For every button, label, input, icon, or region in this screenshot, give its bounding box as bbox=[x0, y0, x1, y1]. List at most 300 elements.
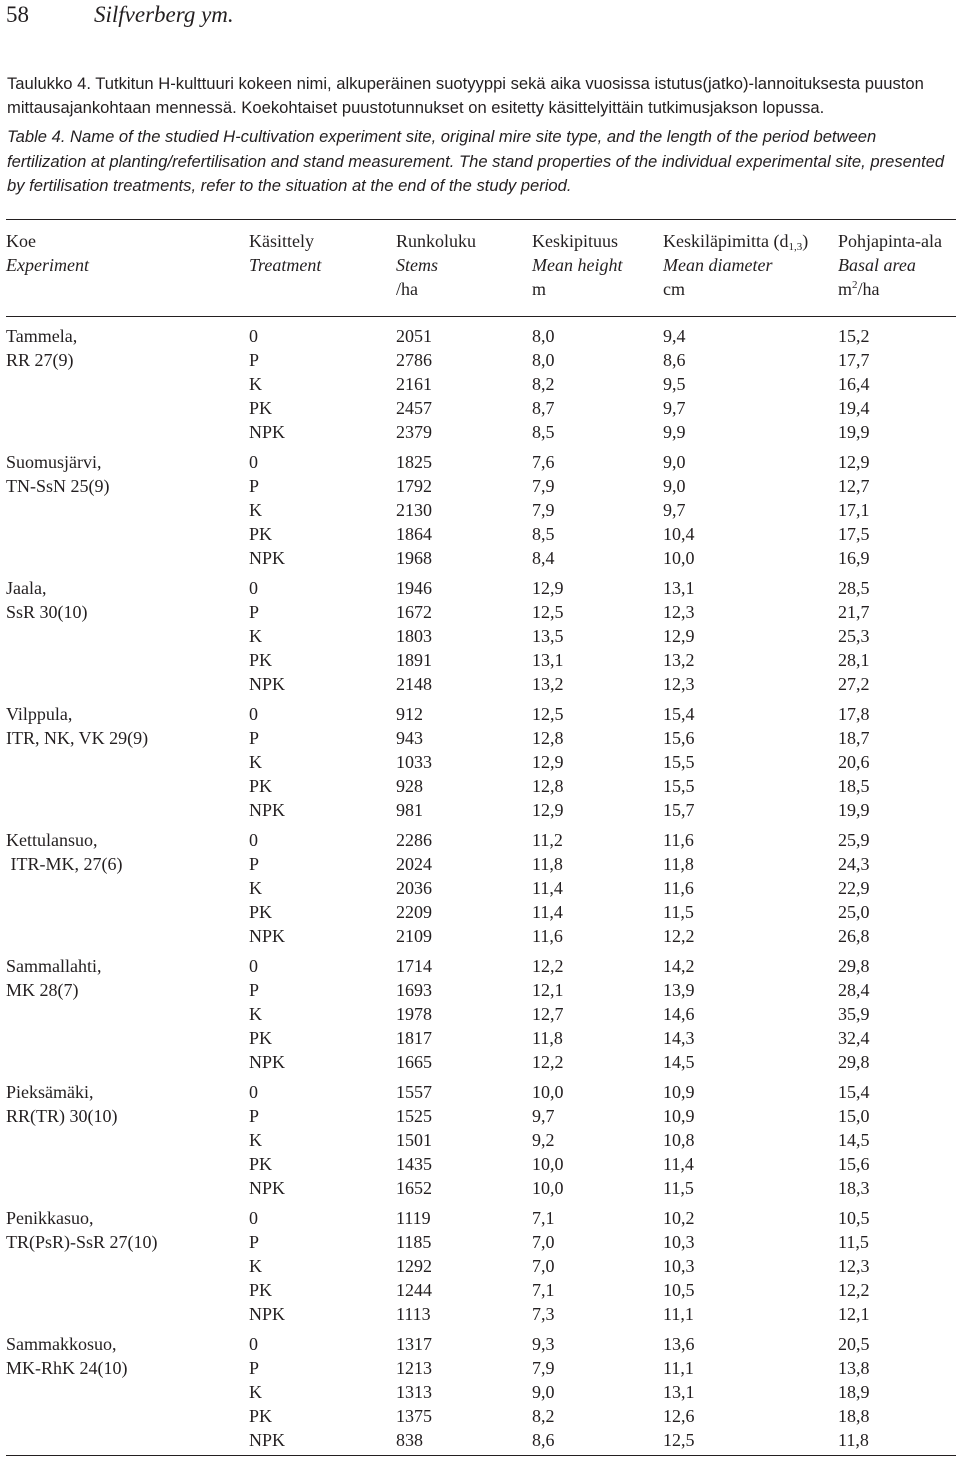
treatment-cell: P bbox=[249, 1106, 260, 1126]
table-row bbox=[0, 702, 960, 726]
table-row bbox=[0, 1176, 960, 1200]
height-cell: 9,7 bbox=[532, 1106, 555, 1126]
table-row bbox=[0, 1332, 960, 1356]
treatment-cell: P bbox=[249, 1232, 260, 1252]
basal-area-cell: 27,2 bbox=[838, 674, 870, 694]
stems-cell: 1313 bbox=[396, 1382, 432, 1402]
experiment-name: Tammela, bbox=[6, 326, 78, 346]
table-row bbox=[0, 1428, 960, 1452]
header-height: Keskipituus Mean height m bbox=[532, 231, 623, 299]
stems-cell: 1946 bbox=[396, 578, 432, 598]
height-cell: 7,0 bbox=[532, 1232, 555, 1252]
treatment-cell: PK bbox=[249, 650, 273, 670]
basal-area-cell: 16,4 bbox=[838, 374, 870, 394]
stems-cell: 1033 bbox=[396, 752, 432, 772]
treatment-cell: 0 bbox=[249, 578, 258, 598]
treatment-cell: P bbox=[249, 980, 260, 1000]
experiment-name: Suomusjärvi, bbox=[6, 452, 102, 472]
height-cell: 12,9 bbox=[532, 578, 564, 598]
treatment-cell: 0 bbox=[249, 830, 258, 850]
basal-area-cell: 15,2 bbox=[838, 326, 870, 346]
treatment-cell: PK bbox=[249, 524, 273, 544]
diameter-cell: 14,6 bbox=[663, 1004, 695, 1024]
diameter-cell: 8,6 bbox=[663, 350, 686, 370]
basal-area-cell: 12,7 bbox=[838, 476, 870, 496]
treatment-cell: P bbox=[249, 728, 260, 748]
treatment-cell: 0 bbox=[249, 956, 258, 976]
table-row bbox=[0, 498, 960, 522]
stems-cell: 912 bbox=[396, 704, 423, 724]
basal-area-cell: 35,9 bbox=[838, 1004, 870, 1024]
stems-cell: 1803 bbox=[396, 626, 432, 646]
height-cell: 12,7 bbox=[532, 1004, 564, 1024]
stems-cell: 928 bbox=[396, 776, 423, 796]
height-cell: 12,9 bbox=[532, 800, 564, 820]
treatment-cell: NPK bbox=[249, 548, 286, 568]
treatment-cell: NPK bbox=[249, 1052, 286, 1072]
stems-cell: 1672 bbox=[396, 602, 432, 622]
diameter-cell: 10,3 bbox=[663, 1256, 695, 1276]
height-cell: 7,9 bbox=[532, 476, 555, 496]
experiment-group bbox=[0, 1206, 960, 1332]
table-row bbox=[0, 672, 960, 696]
treatment-cell: K bbox=[249, 1256, 262, 1276]
basal-area-cell: 28,1 bbox=[838, 650, 870, 670]
stems-cell: 2457 bbox=[396, 398, 432, 418]
diameter-cell: 13,2 bbox=[663, 650, 695, 670]
diameter-cell: 9,5 bbox=[663, 374, 686, 394]
experiment-site-type: SsR 30(10) bbox=[6, 602, 88, 622]
basal-area-cell: 19,9 bbox=[838, 800, 870, 820]
stems-cell: 2051 bbox=[396, 326, 432, 346]
basal-area-cell: 17,8 bbox=[838, 704, 870, 724]
diameter-cell: 10,2 bbox=[663, 1208, 695, 1228]
table-row bbox=[0, 900, 960, 924]
height-cell: 11,4 bbox=[532, 902, 563, 922]
basal-area-cell: 13,8 bbox=[838, 1358, 870, 1378]
diameter-cell: 10,5 bbox=[663, 1280, 695, 1300]
diameter-cell: 11,4 bbox=[663, 1154, 694, 1174]
basal-area-cell: 11,5 bbox=[838, 1232, 869, 1252]
height-cell: 12,8 bbox=[532, 776, 564, 796]
treatment-cell: P bbox=[249, 1358, 260, 1378]
treatment-cell: PK bbox=[249, 776, 273, 796]
treatment-cell: PK bbox=[249, 1154, 273, 1174]
diameter-cell: 12,6 bbox=[663, 1406, 695, 1426]
height-cell: 8,2 bbox=[532, 1406, 555, 1426]
table-header-rule bbox=[6, 316, 956, 317]
header-stems: Runkoluku Stems /ha bbox=[396, 231, 477, 299]
basal-area-cell: 21,7 bbox=[838, 602, 870, 622]
height-cell: 11,6 bbox=[532, 926, 563, 946]
basal-area-cell: 18,7 bbox=[838, 728, 870, 748]
table-row bbox=[0, 1206, 960, 1230]
treatment-cell: NPK bbox=[249, 1304, 286, 1324]
basal-area-cell: 10,5 bbox=[838, 1208, 870, 1228]
treatment-cell: PK bbox=[249, 902, 273, 922]
basal-area-cell: 17,7 bbox=[838, 350, 870, 370]
height-cell: 11,4 bbox=[532, 878, 563, 898]
diameter-cell: 15,4 bbox=[663, 704, 695, 724]
stems-cell: 1244 bbox=[396, 1280, 432, 1300]
stems-cell: 2130 bbox=[396, 500, 432, 520]
height-cell: 9,2 bbox=[532, 1130, 555, 1150]
stems-cell: 2379 bbox=[396, 422, 432, 442]
basal-area-cell: 26,8 bbox=[838, 926, 870, 946]
height-cell: 10,0 bbox=[532, 1178, 564, 1198]
header-basal-area: Pohjapinta-ala Basal area $m^2/ha$ bbox=[838, 231, 942, 299]
height-cell: 7,9 bbox=[532, 500, 555, 520]
stems-cell: 2036 bbox=[396, 878, 432, 898]
diameter-cell: 13,6 bbox=[663, 1334, 695, 1354]
diameter-cell: 9,9 bbox=[663, 422, 686, 442]
stems-cell: 1864 bbox=[396, 524, 432, 544]
basal-area-cell: 25,9 bbox=[838, 830, 870, 850]
table-row bbox=[0, 420, 960, 444]
treatment-cell: NPK bbox=[249, 1430, 286, 1450]
treatment-cell: PK bbox=[249, 398, 273, 418]
height-cell: 12,1 bbox=[532, 980, 564, 1000]
height-cell: 12,8 bbox=[532, 728, 564, 748]
table-row bbox=[0, 1254, 960, 1278]
table-row bbox=[0, 978, 960, 1002]
height-cell: 9,3 bbox=[532, 1334, 555, 1354]
diameter-cell: 10,3 bbox=[663, 1232, 695, 1252]
basal-area-cell: 17,1 bbox=[838, 500, 870, 520]
stems-cell: 1317 bbox=[396, 1334, 432, 1354]
treatment-cell: 0 bbox=[249, 1334, 258, 1354]
table-row bbox=[0, 624, 960, 648]
treatment-cell: K bbox=[249, 878, 262, 898]
page-number: 58 bbox=[6, 2, 29, 27]
table-row bbox=[0, 1380, 960, 1404]
table-row bbox=[0, 1104, 960, 1128]
table-row bbox=[0, 828, 960, 852]
stems-cell: 1665 bbox=[396, 1052, 432, 1072]
stems-cell: 1119 bbox=[396, 1208, 431, 1228]
diameter-cell: 14,5 bbox=[663, 1052, 695, 1072]
basal-area-cell: 24,3 bbox=[838, 854, 870, 874]
diameter-cell: 9,7 bbox=[663, 398, 686, 418]
experiment-group bbox=[0, 828, 960, 954]
diameter-cell: 12,2 bbox=[663, 926, 695, 946]
diameter-cell: 9,0 bbox=[663, 476, 686, 496]
table-row bbox=[0, 1404, 960, 1428]
table-row bbox=[0, 726, 960, 750]
basal-area-cell: 18,5 bbox=[838, 776, 870, 796]
table-row bbox=[0, 576, 960, 600]
diameter-cell: 11,6 bbox=[663, 830, 694, 850]
basal-area-cell: 25,3 bbox=[838, 626, 870, 646]
basal-area-cell: 19,9 bbox=[838, 422, 870, 442]
stems-cell: 2161 bbox=[396, 374, 432, 394]
diameter-cell: 15,7 bbox=[663, 800, 695, 820]
height-cell: 7,3 bbox=[532, 1304, 555, 1324]
stems-cell: 1213 bbox=[396, 1358, 432, 1378]
basal-area-cell: 29,8 bbox=[838, 956, 870, 976]
experiment-name: Vilppula, bbox=[6, 704, 73, 724]
table-row bbox=[0, 396, 960, 420]
diameter-cell: 13,1 bbox=[663, 1382, 695, 1402]
height-cell: 7,1 bbox=[532, 1280, 555, 1300]
diameter-cell: 11,6 bbox=[663, 878, 694, 898]
experiment-name: Kettulansuo, bbox=[6, 830, 98, 850]
height-cell: 9,0 bbox=[532, 1382, 555, 1402]
treatment-cell: K bbox=[249, 1382, 262, 1402]
diameter-cell: 13,1 bbox=[663, 578, 695, 598]
table-row bbox=[0, 1152, 960, 1176]
table-body bbox=[0, 324, 960, 1458]
table-row bbox=[0, 372, 960, 396]
height-cell: 10,0 bbox=[532, 1082, 564, 1102]
diameter-cell: 15,5 bbox=[663, 752, 695, 772]
stems-cell: 1714 bbox=[396, 956, 432, 976]
height-cell: 8,7 bbox=[532, 398, 555, 418]
table-row bbox=[0, 798, 960, 822]
table-row bbox=[0, 1002, 960, 1026]
height-cell: 8,0 bbox=[532, 350, 555, 370]
diameter-cell: 9,0 bbox=[663, 452, 686, 472]
height-cell: 7,0 bbox=[532, 1256, 555, 1276]
table-row bbox=[0, 774, 960, 798]
table-row bbox=[0, 954, 960, 978]
experiment-name: Sammallahti, bbox=[6, 956, 102, 976]
table-row bbox=[0, 450, 960, 474]
stems-cell: 1435 bbox=[396, 1154, 432, 1174]
stems-cell: 943 bbox=[396, 728, 423, 748]
table-row bbox=[0, 1278, 960, 1302]
treatment-cell: NPK bbox=[249, 926, 286, 946]
stems-cell: 2024 bbox=[396, 854, 432, 874]
table-row bbox=[0, 1356, 960, 1380]
experiment-site-type: RR 27(9) bbox=[6, 350, 74, 370]
stems-cell: 1817 bbox=[396, 1028, 432, 1048]
experiment-site-type: MK-RhK 24(10) bbox=[6, 1358, 128, 1378]
table-row bbox=[0, 1128, 960, 1152]
experiment-group bbox=[0, 1080, 960, 1206]
basal-area-cell: 12,3 bbox=[838, 1256, 870, 1276]
experiment-name: Penikkasuo, bbox=[6, 1208, 94, 1228]
stems-cell: 2286 bbox=[396, 830, 432, 850]
diameter-cell: 15,5 bbox=[663, 776, 695, 796]
height-cell: 12,2 bbox=[532, 1052, 564, 1072]
height-cell: 8,6 bbox=[532, 1430, 555, 1450]
stems-cell: 1792 bbox=[396, 476, 432, 496]
stems-cell: 2148 bbox=[396, 674, 432, 694]
diameter-cell: 13,9 bbox=[663, 980, 695, 1000]
treatment-cell: 0 bbox=[249, 1082, 258, 1102]
diameter-cell: 12,9 bbox=[663, 626, 695, 646]
diameter-cell: 11,8 bbox=[663, 854, 694, 874]
diameter-cell: 10,0 bbox=[663, 548, 695, 568]
height-cell: 11,2 bbox=[532, 830, 563, 850]
stems-cell: 981 bbox=[396, 800, 423, 820]
stems-cell: 1525 bbox=[396, 1106, 432, 1126]
height-cell: 10,0 bbox=[532, 1154, 564, 1174]
height-cell: 8,0 bbox=[532, 326, 555, 346]
diameter-cell: 11,1 bbox=[663, 1358, 694, 1378]
height-cell: 12,2 bbox=[532, 956, 564, 976]
basal-area-cell: 14,5 bbox=[838, 1130, 870, 1150]
height-cell: 11,8 bbox=[532, 854, 563, 874]
table-row bbox=[0, 324, 960, 348]
basal-area-cell: 28,4 bbox=[838, 980, 870, 1000]
diameter-cell: 9,4 bbox=[663, 326, 686, 346]
basal-area-cell: 22,9 bbox=[838, 878, 870, 898]
diameter-cell: 11,5 bbox=[663, 1178, 694, 1198]
experiment-site-type: TR(PsR)-SsR 27(10) bbox=[6, 1232, 158, 1252]
table-caption bbox=[7, 72, 957, 198]
height-cell: 12,5 bbox=[532, 602, 564, 622]
treatment-cell: K bbox=[249, 1004, 262, 1024]
treatment-cell: K bbox=[249, 752, 262, 772]
experiment-name: Sammakkosuo, bbox=[6, 1334, 117, 1354]
stems-cell: 1557 bbox=[396, 1082, 432, 1102]
diameter-cell: 14,3 bbox=[663, 1028, 695, 1048]
treatment-cell: PK bbox=[249, 1406, 273, 1426]
table-row bbox=[0, 1230, 960, 1254]
height-cell: 12,5 bbox=[532, 704, 564, 724]
treatment-cell: NPK bbox=[249, 800, 286, 820]
height-cell: 8,2 bbox=[532, 374, 555, 394]
experiment-group bbox=[0, 954, 960, 1080]
treatment-cell: NPK bbox=[249, 674, 286, 694]
basal-area-cell: 15,6 bbox=[838, 1154, 870, 1174]
treatment-cell: P bbox=[249, 854, 260, 874]
treatment-cell: PK bbox=[249, 1280, 273, 1300]
basal-area-cell: 20,6 bbox=[838, 752, 870, 772]
treatment-cell: K bbox=[249, 626, 262, 646]
treatment-cell: P bbox=[249, 476, 260, 496]
running-head: Silfverberg ym. bbox=[94, 2, 234, 27]
basal-area-cell: 18,8 bbox=[838, 1406, 870, 1426]
table-row bbox=[0, 348, 960, 372]
diameter-cell: 11,5 bbox=[663, 902, 694, 922]
treatment-cell: P bbox=[249, 602, 260, 622]
table-row bbox=[0, 750, 960, 774]
diameter-cell: 14,2 bbox=[663, 956, 695, 976]
stems-cell: 1891 bbox=[396, 650, 432, 670]
table-row bbox=[0, 1302, 960, 1326]
diameter-cell: 11,1 bbox=[663, 1304, 694, 1324]
stems-cell: 2209 bbox=[396, 902, 432, 922]
diameter-cell: 12,5 bbox=[663, 1430, 695, 1450]
experiment-site-type: RR(TR) 30(10) bbox=[6, 1106, 118, 1126]
height-cell: 13,2 bbox=[532, 674, 564, 694]
experiment-site-type: ITR, NK, VK 29(9) bbox=[6, 728, 149, 748]
diameter-cell: 12,3 bbox=[663, 602, 695, 622]
header-diameter: Keskiläpimitta $(d_{1,3})$ Mean diameter cm bbox=[663, 231, 809, 299]
stems-cell: 2109 bbox=[396, 926, 432, 946]
basal-area-cell: 32,4 bbox=[838, 1028, 870, 1048]
basal-area-cell: 25,0 bbox=[838, 902, 870, 922]
table-row bbox=[0, 522, 960, 546]
table-row bbox=[0, 474, 960, 498]
diameter-cell: 9,7 bbox=[663, 500, 686, 520]
diameter-cell: 10,9 bbox=[663, 1106, 695, 1126]
treatment-cell: NPK bbox=[249, 422, 286, 442]
basal-area-cell: 20,5 bbox=[838, 1334, 870, 1354]
height-cell: 7,9 bbox=[532, 1358, 555, 1378]
experiment-group bbox=[0, 450, 960, 576]
basal-area-cell: 28,5 bbox=[838, 578, 870, 598]
experiment-group bbox=[0, 702, 960, 828]
table-row bbox=[0, 600, 960, 624]
stems-cell: 1825 bbox=[396, 452, 432, 472]
treatment-cell: 0 bbox=[249, 704, 258, 724]
table-row bbox=[0, 546, 960, 570]
treatment-cell: 0 bbox=[249, 452, 258, 472]
height-cell: 8,5 bbox=[532, 524, 555, 544]
height-cell: 7,1 bbox=[532, 1208, 555, 1228]
table-row bbox=[0, 876, 960, 900]
treatment-cell: NPK bbox=[249, 1178, 286, 1198]
table-row bbox=[0, 1080, 960, 1104]
basal-area-cell: 15,4 bbox=[838, 1082, 870, 1102]
diameter-cell: 10,9 bbox=[663, 1082, 695, 1102]
experiment-site-type: ITR-MK, 27(6) bbox=[6, 854, 123, 874]
height-cell: 12,9 bbox=[532, 752, 564, 772]
basal-area-cell: 19,4 bbox=[838, 398, 870, 418]
basal-area-cell: 16,9 bbox=[838, 548, 870, 568]
experiment-site-type: TN-SsN 25(9) bbox=[6, 476, 110, 496]
height-cell: 8,4 bbox=[532, 548, 555, 568]
treatment-cell: P bbox=[249, 350, 260, 370]
table-row bbox=[0, 1026, 960, 1050]
table-bottom-rule bbox=[6, 1455, 956, 1456]
caption-finnish: Taulukko 4. Tutkitun H-kulttuuri kokeen nimi, alkuperäinen suotyyppi sekä aika vuosissa istutus(jatko)-lannoituksesta puuston mittausajankohtaan mennessä. Koekohtaiset puustotunnukset on esitetty käsittelyittäin tutkimusjakson lopussa. bbox=[7, 74, 924, 118]
stems-cell: 1652 bbox=[396, 1178, 432, 1198]
treatment-cell: PK bbox=[249, 1028, 273, 1048]
basal-area-cell: 17,5 bbox=[838, 524, 870, 544]
header-experiment: Koe Experiment bbox=[6, 231, 89, 275]
height-cell: 8,5 bbox=[532, 422, 555, 442]
stems-cell: 1501 bbox=[396, 1130, 432, 1150]
experiment-name: Pieksämäki, bbox=[6, 1082, 94, 1102]
diameter-cell: 10,8 bbox=[663, 1130, 695, 1150]
stems-cell: 1292 bbox=[396, 1256, 432, 1276]
diameter-cell: 12,3 bbox=[663, 674, 695, 694]
treatment-cell: K bbox=[249, 1130, 262, 1150]
experiment-group bbox=[0, 1332, 960, 1458]
treatment-cell: 0 bbox=[249, 1208, 258, 1228]
height-cell: 7,6 bbox=[532, 452, 555, 472]
stems-cell: 2786 bbox=[396, 350, 432, 370]
basal-area-cell: 12,1 bbox=[838, 1304, 870, 1324]
diameter-cell: 15,6 bbox=[663, 728, 695, 748]
experiment-group bbox=[0, 576, 960, 702]
height-cell: 13,5 bbox=[532, 626, 564, 646]
table-row bbox=[0, 1050, 960, 1074]
stems-cell: 1693 bbox=[396, 980, 432, 1000]
treatment-cell: K bbox=[249, 374, 262, 394]
treatment-cell: 0 bbox=[249, 326, 258, 346]
basal-area-cell: 18,9 bbox=[838, 1382, 870, 1402]
table-top-rule bbox=[6, 219, 956, 220]
page-header bbox=[6, 0, 946, 34]
stems-cell: 838 bbox=[396, 1430, 423, 1450]
basal-area-cell: 11,8 bbox=[838, 1430, 869, 1450]
basal-area-cell: 29,8 bbox=[838, 1052, 870, 1072]
header-treatment: Käsittely Treatment bbox=[249, 231, 322, 275]
stems-cell: 1113 bbox=[396, 1304, 431, 1324]
experiment-name: Jaala, bbox=[6, 578, 47, 598]
basal-area-cell: 15,0 bbox=[838, 1106, 870, 1126]
caption-english: Table 4. Name of the studied H-cultivation experiment site, original mire site type, and the length of the period between fertilization at planting/refertilisation and stand measurement. The stand properties of the individual experimental site, presented by fertilisation treatments, refer to the situation at the end of the study period. bbox=[7, 127, 945, 195]
height-cell: 11,8 bbox=[532, 1028, 563, 1048]
table-row bbox=[0, 852, 960, 876]
basal-area-cell: 12,2 bbox=[838, 1280, 870, 1300]
